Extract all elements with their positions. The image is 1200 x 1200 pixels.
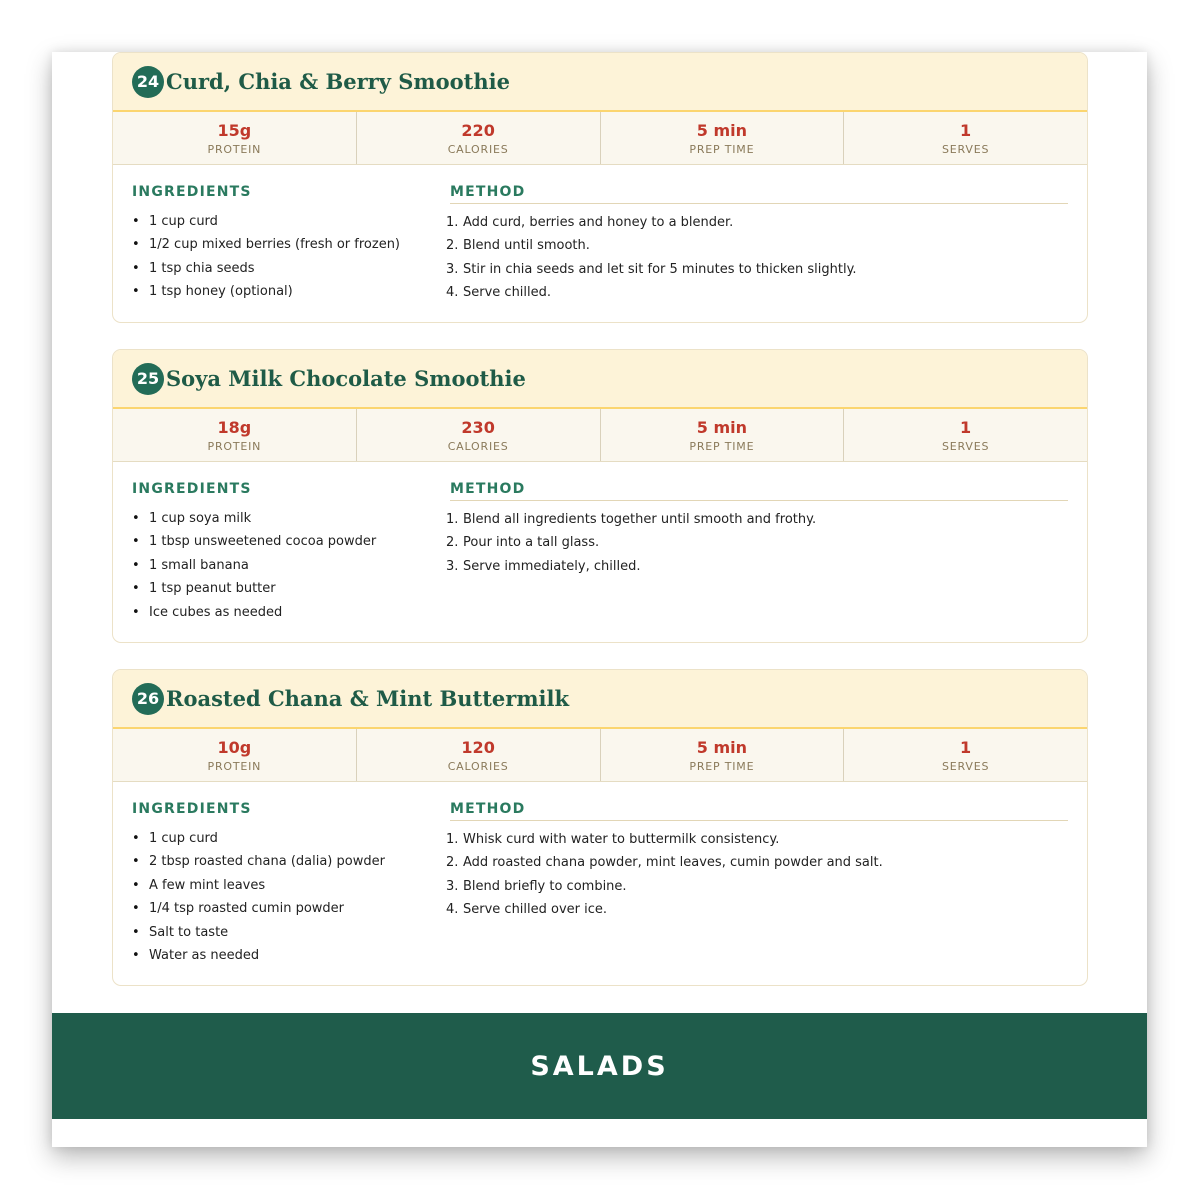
step-text: Pour into a tall glass. [463,535,600,551]
ingredients-section [132,798,450,967]
ingredients-heading: INGREDIENTS [132,481,252,497]
recipe-stats [113,729,1087,782]
ingredient-item: • 1 cup soya milk [132,507,450,530]
stat-label: PROTEIN [207,142,262,156]
stat-cell [601,112,845,164]
stat-value: 10g [217,737,252,757]
recipe-title: Roasted Chana & Mint Buttermilk [166,686,570,711]
method-step [446,281,1068,304]
step-number: 3. [446,558,459,574]
step-text: Blend briefly to combine. [463,878,627,894]
stat-value: 1 [960,417,972,437]
stat-label: PREP TIME [689,439,755,453]
stat-value: 1 [960,737,972,757]
step-text: Blend all ingredients together until smooth and frothy. [463,512,817,527]
ingredient-item: • 1 tbsp unsweetened cocoa powder [132,530,450,553]
stat-value: 5 min [696,417,747,437]
ingredient-item: • 1 small banana [132,554,450,577]
stat-cell [357,409,601,461]
ingredient-item: • Ice cubes as needed [132,601,450,624]
stat-label: PROTEIN [207,439,262,453]
step-number: 4. [446,902,459,918]
ingredients-list [132,507,450,624]
step-text: Serve chilled over ice. [463,902,608,918]
stat-label: SERVES [942,439,990,453]
step-text: Blend until smooth. [463,238,590,254]
method-step [446,875,1068,898]
ingredients-list [132,210,450,304]
recipe-stats [113,112,1087,165]
recipe-header [113,350,1087,409]
step-number: 4. [446,285,459,301]
ingredient-item: • 1 tsp chia seeds [132,257,450,280]
ingredient-item: • Salt to taste [132,921,450,944]
stat-cell [113,409,357,461]
step-number: 1. [446,512,459,527]
method-section [446,478,1068,624]
method-step [446,555,1068,578]
stat-value: 5 min [696,120,747,140]
step-text: Stir in chia seeds and let sit for 5 minutes to thicken slightly. [463,261,857,277]
method-step [446,898,1068,921]
recipe-title: Curd, Chia & Berry Smoothie [166,69,510,94]
method-heading: METHOD [450,798,1068,821]
stat-cell [601,729,845,781]
recipe-page [52,52,1147,1147]
ingredients-heading: INGREDIENTS [132,801,252,817]
method-step [446,211,1068,234]
ingredients-section [132,181,450,305]
stat-label: CALORIES [447,439,509,453]
stat-label: SERVES [942,142,990,156]
ingredients-section [132,478,450,624]
method-heading: METHOD [450,181,1068,204]
step-text: Whisk curd with water to buttermilk consistency. [463,832,780,847]
stat-label: CALORIES [447,142,509,156]
recipe-card [112,349,1088,643]
ingredients-list [132,827,450,967]
method-step [446,258,1068,281]
section-banner-salads: SALADS [52,1013,1147,1119]
recipe-body [113,782,1087,967]
recipe-header [113,670,1087,729]
ingredient-item: • 1 tsp peanut butter [132,577,450,600]
stat-value: 1 [960,120,972,140]
stat-label: CALORIES [447,759,509,773]
stat-label: PREP TIME [689,759,755,773]
recipe-title: Soya Milk Chocolate Smoothie [166,366,526,391]
stat-cell [357,729,601,781]
stat-value: 120 [461,737,495,757]
stat-cell [601,409,845,461]
method-section [446,798,1068,967]
stat-value: 15g [217,120,252,140]
stat-cell [113,729,357,781]
step-text: Add curd, berries and honey to a blender. [463,215,734,230]
stat-label: PROTEIN [207,759,262,773]
stat-cell [844,112,1087,164]
method-step [446,828,1068,851]
stat-value: 220 [461,120,495,140]
method-steps [446,828,1068,922]
method-section [446,181,1068,305]
method-step [446,508,1068,531]
step-text: Serve chilled. [463,285,552,301]
method-step [446,851,1068,874]
stat-cell [844,409,1087,461]
method-steps [446,508,1068,578]
method-step [446,234,1068,257]
stat-cell [844,729,1087,781]
recipe-number-badge: 26 [132,683,164,715]
method-steps [446,211,1068,305]
stat-cell [113,112,357,164]
recipe-number-badge: 25 [132,363,164,395]
recipe-body [113,462,1087,624]
stat-label: SERVES [942,759,990,773]
recipe-header [113,53,1087,112]
step-number: 2. [446,855,459,871]
step-number: 2. [446,535,459,551]
step-text: Serve immediately, chilled. [463,558,641,574]
stat-value: 5 min [696,737,747,757]
ingredient-item: • 1 tsp honey (optional) [132,280,450,303]
method-step [446,531,1068,554]
ingredient-item: • Water as needed [132,944,450,967]
recipe-stats [113,409,1087,462]
recipe-number-badge: 24 [132,66,164,98]
recipe-card [112,52,1088,323]
stat-cell [357,112,601,164]
method-heading: METHOD [450,478,1068,501]
step-text: Add roasted chana powder, mint leaves, cumin powder and salt. [463,855,883,871]
ingredient-item: • 1 cup curd [132,827,450,850]
recipe-card [112,669,1088,986]
step-number: 3. [446,878,459,894]
step-number: 2. [446,238,459,254]
stat-label: PREP TIME [689,142,755,156]
step-number: 3. [446,261,459,277]
ingredient-item: • 1 cup curd [132,210,450,233]
recipe-body [113,165,1087,305]
ingredient-item: • 1/2 cup mixed berries (fresh or frozen) [132,233,450,256]
step-number: 1. [446,215,459,230]
ingredient-item: • A few mint leaves [132,874,450,897]
stat-value: 18g [217,417,252,437]
ingredient-item: • 1/4 tsp roasted cumin powder [132,897,450,920]
stat-value: 230 [461,417,495,437]
ingredient-item: • 2 tbsp roasted chana (dalia) powder [132,850,450,873]
step-number: 1. [446,832,459,847]
ingredients-heading: INGREDIENTS [132,184,252,200]
